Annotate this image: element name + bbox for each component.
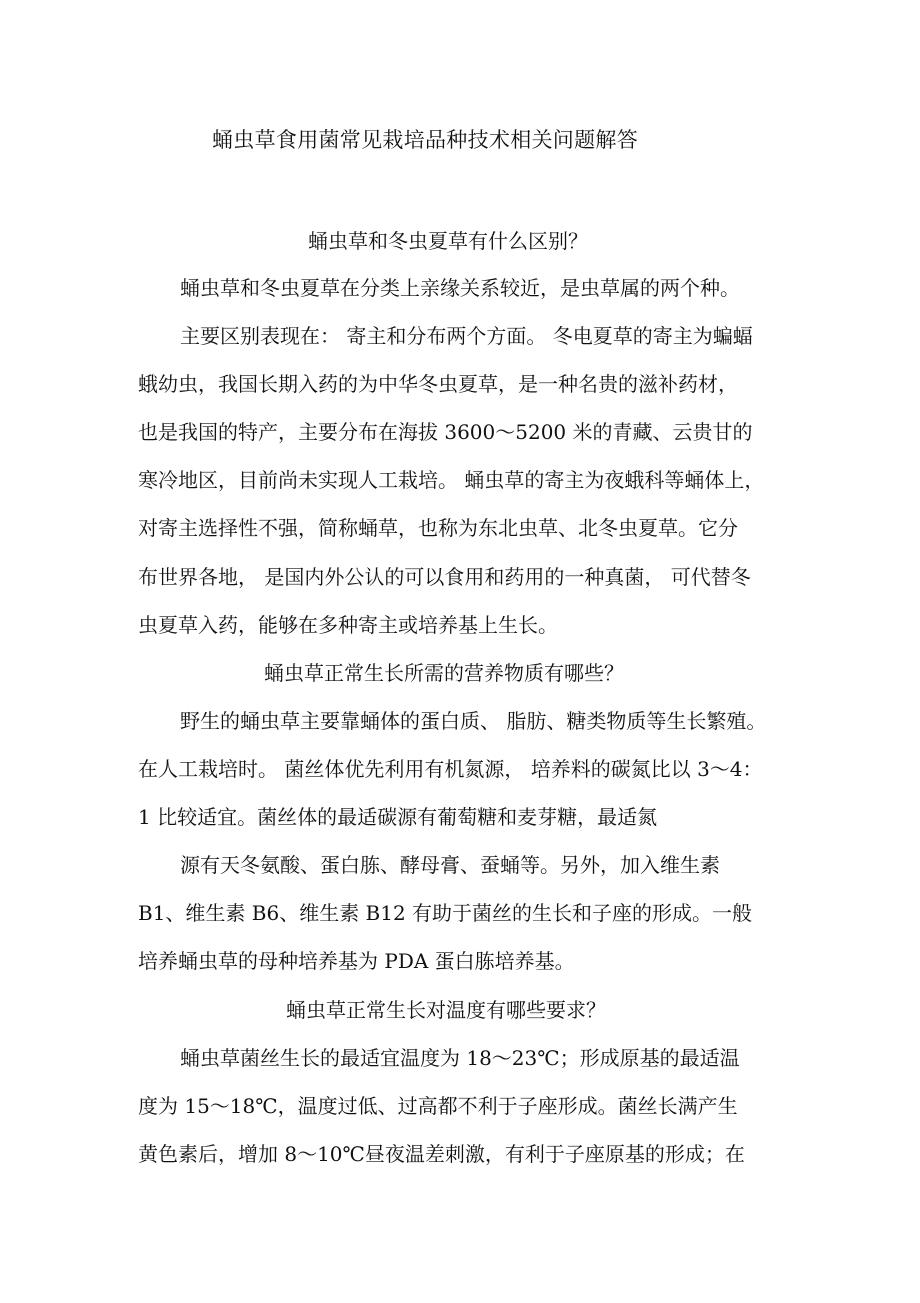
section-heading: 蛹虫草正常生长所需的营养物质有哪些？ — [264, 661, 624, 685]
paragraph-line: 对寄主选择性不强，简称蛹草，也称为东北虫草、北冬虫夏草。它分 — [138, 516, 738, 540]
paragraph-line: 源有天冬氨酸、蛋白胨、酵母膏、蚕蛹等。另外，加入维生素 — [180, 853, 720, 877]
section-heading: 蛹虫草正常生长对温度有哪些要求？ — [286, 998, 606, 1022]
paragraph-line: 度为 15～18℃，温度过低、过高都不利于子座形成。菌丝长满产生 — [138, 1094, 738, 1118]
paragraph-line: 主要区别表现在： 寄主和分布两个方面。 冬电夏草的寄主为蝙蝠 — [180, 324, 753, 348]
paragraph-line: 1 比较适宜。菌丝体的最适碳源有葡萄糖和麦芽糖，最适氮 — [138, 805, 658, 829]
paragraph-line: 培养蛹虫草的母种培养基为 PDA 蛋白胨培养基。 — [138, 949, 575, 973]
paragraph-line: 虫夏草入药，能够在多种寄主或培养基上生长。 — [138, 613, 558, 637]
document-title: 蛹虫草食用菌常见栽培品种技术相关问题解答 — [212, 128, 638, 152]
paragraph-line: 寒冷地区，目前尚未实现人工栽培。 蛹虫草的寄主为夜蛾科等蛹体上， — [138, 468, 765, 492]
paragraph-line: 布世界各地， 是国内外公认的可以食用和药用的一种真菌， 可代替冬 — [138, 565, 751, 589]
paragraph-line: 蛹虫草和冬虫夏草在分类上亲缘关系较近，是虫草属的两个种。 — [180, 276, 740, 300]
paragraph-line: 蛹虫草菌丝生长的最适宜温度为 18～23℃；形成原基的最适温 — [180, 1046, 740, 1070]
paragraph-line: 在人工栽培时。 菌丝体优先利用有机氮源， 培养料的碳氮比以 3～4： — [138, 757, 763, 781]
paragraph-line: B1、维生素 B6、维生素 B12 有助于菌丝的生长和子座的形成。一般 — [138, 901, 753, 925]
section-heading: 蛹虫草和冬虫夏草有什么区别？ — [308, 229, 588, 253]
paragraph-line: 野生的蛹虫草主要靠蛹体的蛋白质、 脂肪、糖类物质等生长繁殖。 — [180, 709, 767, 733]
paragraph-line: 也是我国的特产，主要分布在海拔 3600～5200 米的青藏、云贵甘的 — [138, 420, 753, 444]
paragraph-line: 黄色素后，增加 8～10℃昼夜温差刺激，有利于子座原基的形成；在 — [138, 1142, 745, 1166]
paragraph-line: 蛾幼虫，我国长期入药的为中华冬虫夏草，是一种名贵的滋补药材， — [138, 372, 738, 396]
